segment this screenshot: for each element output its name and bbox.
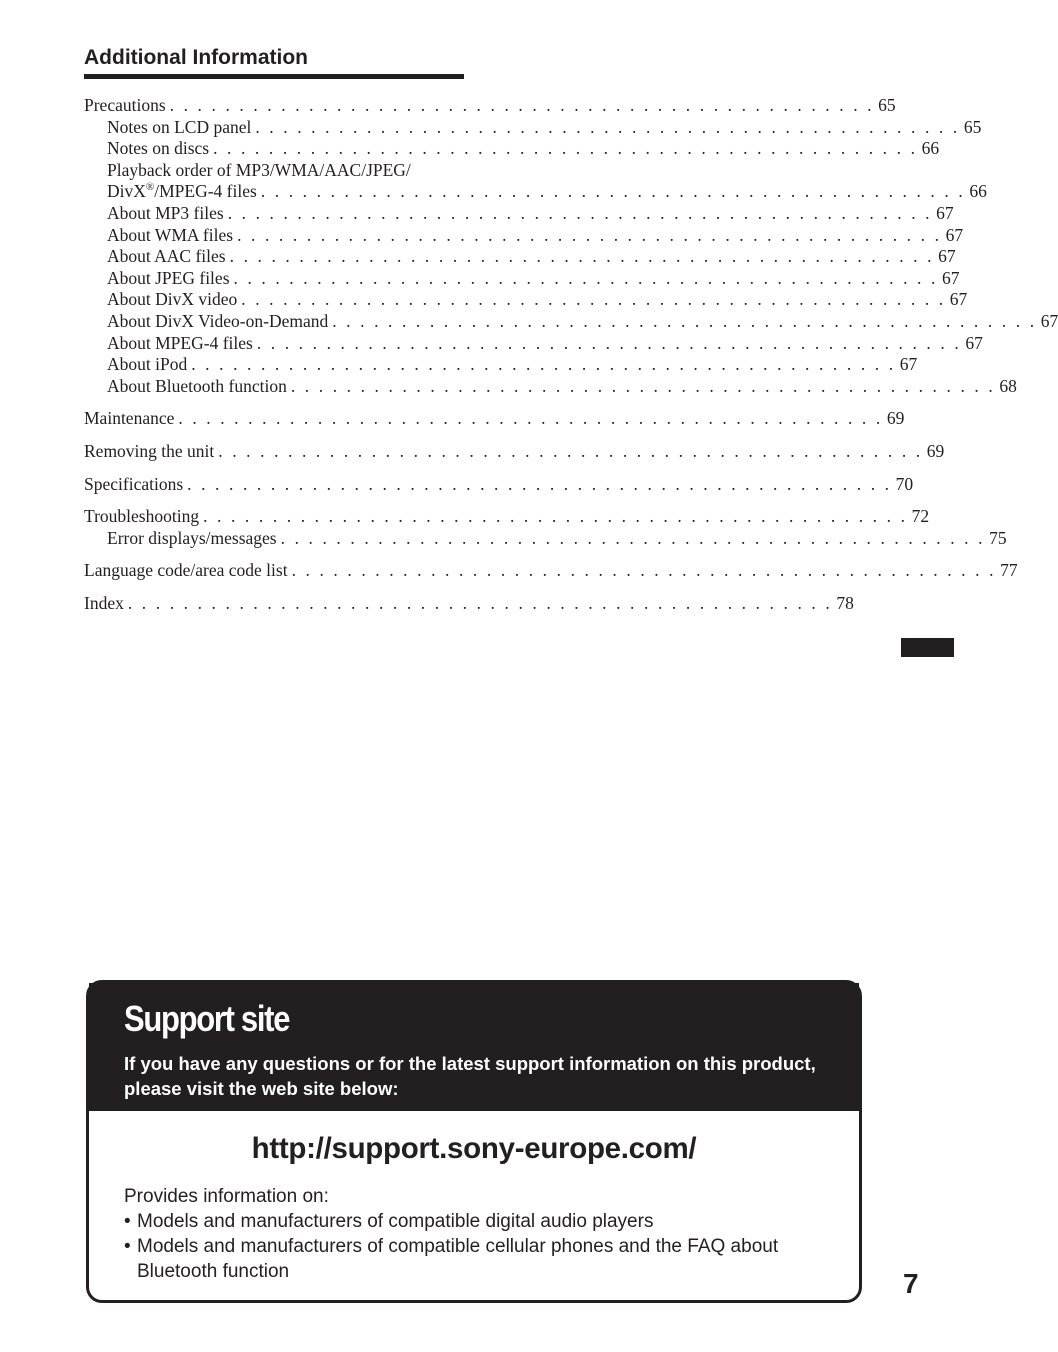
- toc-page-number: 65: [878, 95, 896, 115]
- dot-leader: . . . . . . . . . . . . . . . . . . . . . . . . . . . . . . . . . . . . . . . . . . . . . . . . . . .: [191, 354, 896, 375]
- toc-page-number: 67: [941, 267, 960, 288]
- toc-entry-label: [84, 408, 174, 430]
- toc-page-number: 67: [938, 246, 956, 267]
- toc-entry-label-text: About DivX video: [107, 289, 238, 310]
- toc-entry[interactable]: [84, 246, 956, 268]
- toc-entry-label-text: Maintenance: [84, 408, 175, 429]
- toc-entry-label-text: Specifications: [84, 473, 184, 494]
- toc-page-number: 67: [936, 202, 954, 223]
- toc-entry-label-text: About AAC files: [107, 246, 226, 267]
- toc-entry-label-text: Index: [84, 592, 124, 613]
- toc-entry[interactable]: [84, 181, 987, 203]
- toc-entry-label: [107, 138, 209, 160]
- dot-leader: . . . . . . . . . . . . . . . . . . . . . . . . . . . . . . . . . . . . . . . . . . . . . . . . . . .: [218, 440, 923, 461]
- toc-page-number: 72: [911, 506, 930, 527]
- toc-entry-label: [107, 333, 253, 355]
- toc-entry-label-text: Troubleshooting: [84, 506, 200, 527]
- toc-entry-label: [84, 95, 166, 117]
- toc-page-number: 66: [921, 138, 940, 159]
- toc-page-number: 70: [895, 473, 914, 494]
- dot-leader: . . . . . . . . . . . . . . . . . . . . . . . . . . . . . . . . . . . . . . . . . . . . . . . . . . .: [280, 527, 986, 548]
- toc-page-number: 66: [969, 181, 987, 202]
- dot-leader: . . . . . . . . . . . . . . . . . . . . . . . . . . . . . . . . . . . . . . . . . . . . . . . . . . .: [229, 246, 935, 267]
- toc-entry[interactable]: [84, 560, 1018, 582]
- dot-leader: . . . . . . . . . . . . . . . . . . . . . . . . . . . . . . . . . . . . . . . . . . . . . . . . . . .: [332, 310, 1037, 331]
- support-body: [89, 1184, 859, 1284]
- toc-entry[interactable]: [84, 408, 905, 430]
- dot-leader: . . . . . . . . . . . . . . . . . . . . . . . . . . . . . . . . . . . . . . . . . . . . . . . . . . .: [169, 95, 875, 115]
- toc-entry[interactable]: [84, 267, 960, 290]
- toc-entry-label-text: DivX: [107, 181, 146, 202]
- support-intro: If you have any questions or for the latest support information on this product, please visit the web site below:: [124, 1053, 816, 1099]
- toc-entry-label: [107, 203, 224, 225]
- toc-entry-label: [107, 225, 233, 247]
- bullet-item: [124, 1209, 859, 1234]
- dot-leader: . . . . . . . . . . . . . . . . . . . . . . . . . . . . . . . . . . . . . . . . . . . . . . . . . . .: [255, 116, 960, 137]
- toc-entry-label-text: Removing the unit: [84, 440, 215, 461]
- toc-entry[interactable]: [84, 592, 854, 615]
- toc-entry-label-text: Notes on LCD panel: [107, 116, 252, 137]
- toc-page-number: 65: [963, 116, 982, 137]
- toc-page-number: 75: [989, 527, 1007, 548]
- bullet-text: Models and manufacturers of compatible cellular phones and the FAQ about Bluetooth function: [137, 1236, 779, 1282]
- dot-leader: . . . . . . . . . . . . . . . . . . . . . . . . . . . . . . . . . . . . . . . . . . . . . . . . . . .: [256, 332, 962, 353]
- toc-entry[interactable]: [84, 375, 1017, 398]
- toc-entry-label: [107, 354, 187, 376]
- toc-entry-label: [107, 311, 328, 333]
- toc-list: [84, 95, 1058, 614]
- bullet-item: [124, 1234, 859, 1284]
- toc-entry[interactable]: [84, 116, 982, 139]
- toc-page-number: 68: [999, 375, 1017, 396]
- toc-page-number: 77: [1000, 560, 1018, 581]
- toc-entry-label-text: About Bluetooth function: [107, 375, 287, 396]
- toc-entry-text: Playback order of MP3/WMA/AAC/JPEG/: [107, 159, 411, 180]
- toc-entry-label-text: About JPEG files: [107, 267, 230, 288]
- dot-leader: . . . . . . . . . . . . . . . . . . . . . . . . . . . . . . . . . . . . . . . . . . . . . . . . . . .: [203, 506, 908, 527]
- dot-leader: . . . . . . . . . . . . . . . . . . . . . . . . . . . . . . . . . . . . . . . . . . . . . . . . . . .: [290, 375, 996, 396]
- toc-page-number: 78: [836, 592, 854, 613]
- toc-entry-label-text: About MP3 files: [107, 202, 224, 223]
- toc-entry-label: [107, 268, 230, 290]
- toc-group: [84, 95, 1058, 397]
- dot-leader: . . . . . . . . . . . . . . . . . . . . . . . . . . . . . . . . . . . . . . . . . . . . . . . . . . .: [213, 138, 918, 159]
- dot-leader: . . . . . . . . . . . . . . . . . . . . . . . . . . . . . . . . . . . . . . . . . . . . . . . . . . .: [260, 181, 966, 202]
- toc-entry-label: [107, 246, 226, 268]
- toc-entry[interactable]: [84, 310, 1058, 333]
- page-number: 7: [903, 1268, 919, 1299]
- toc-entry-label-text: Precautions: [84, 95, 166, 115]
- toc-entry-label-text: About iPod: [107, 354, 188, 375]
- toc-group: [84, 473, 914, 496]
- toc-entry[interactable]: [84, 354, 918, 376]
- toc-page-number: 67: [899, 354, 918, 375]
- toc-entry-label: [107, 181, 257, 203]
- registered-mark: ®: [145, 181, 155, 194]
- toc-entry[interactable]: [84, 440, 945, 463]
- toc-entry-label: [107, 117, 251, 139]
- dot-leader: . . . . . . . . . . . . . . . . . . . . . . . . . . . . . . . . . . . . . . . . . . . . . . . . . . .: [291, 560, 997, 581]
- dot-leader: . . . . . . . . . . . . . . . . . . . . . . . . . . . . . . . . . . . . . . . . . . . . . . . . . . .: [187, 473, 892, 494]
- toc-entry-label-text: Language code/area code list: [84, 560, 288, 581]
- toc-entry-label: [107, 289, 237, 311]
- dot-leader: . . . . . . . . . . . . . . . . . . . . . . . . . . . . . . . . . . . . . . . . . . . . . . . . . . .: [233, 267, 938, 288]
- toc-entry-label: [107, 376, 287, 398]
- toc-entry[interactable]: [84, 506, 930, 528]
- toc-entry-label-text: About WMA files: [107, 224, 234, 245]
- toc-entry-label-text: About DivX Video-on-Demand: [107, 310, 329, 331]
- toc-page-number: 67: [949, 289, 968, 310]
- toc-entry-label: [84, 474, 183, 496]
- bullet-mark: •: [124, 1211, 131, 1232]
- dot-leader: . . . . . . . . . . . . . . . . . . . . . . . . . . . . . . . . . . . . . . . . . . . . . . . . . . .: [241, 289, 946, 310]
- toc-page-number: 69: [886, 408, 905, 429]
- table-of-contents: [84, 44, 1058, 625]
- toc-entry-label-text: Notes on discs: [107, 138, 210, 159]
- section-heading: Additional Information: [84, 44, 464, 79]
- toc-page-number: 67: [965, 332, 983, 353]
- toc-entry[interactable]: [84, 95, 896, 117]
- toc-page-number: 69: [926, 440, 945, 461]
- toc-entry-label: [84, 506, 199, 528]
- toc-entry[interactable]: [84, 202, 954, 225]
- support-url-link[interactable]: http://support.sony-europe.com/: [251, 1132, 697, 1165]
- toc-entry[interactable]: [84, 224, 964, 247]
- toc-entry[interactable]: [84, 527, 1007, 550]
- toc-entry-label: [84, 441, 214, 463]
- dot-leader: . . . . . . . . . . . . . . . . . . . . . . . . . . . . . . . . . . . . . . . . . . . . . . . . . . .: [227, 202, 933, 223]
- dot-leader: . . . . . . . . . . . . . . . . . . . . . . . . . . . . . . . . . . . . . . . . . . . . . . . . . . .: [127, 592, 833, 613]
- toc-entry-label: [107, 528, 277, 550]
- toc-group: [84, 440, 945, 463]
- toc-entry-label-text: Error displays/messages: [107, 527, 277, 548]
- dot-leader: . . . . . . . . . . . . . . . . . . . . . . . . . . . . . . . . . . . . . . . . . . . . . . . . . . .: [237, 224, 942, 245]
- support-site-box: [86, 980, 862, 1303]
- toc-group: [84, 506, 1007, 549]
- bullet-text: Models and manufacturers of compatible digital audio players: [137, 1211, 654, 1232]
- toc-entry-label-text: About MPEG-4 files: [107, 332, 253, 353]
- toc-entry-label: [84, 560, 288, 582]
- toc-group: [84, 592, 854, 615]
- support-title: Support site: [124, 998, 290, 1039]
- toc-entry[interactable]: [84, 138, 940, 160]
- toc-entry[interactable]: [84, 473, 914, 496]
- toc-entry-label-text: /MPEG-4 files: [154, 181, 257, 202]
- toc-entry-label: [84, 593, 124, 615]
- toc-page-number: 67: [1040, 310, 1058, 331]
- dot-leader: . . . . . . . . . . . . . . . . . . . . . . . . . . . . . . . . . . . . . . . . . . . . . . . . . . .: [178, 408, 883, 429]
- section-edge-tab: [901, 638, 954, 657]
- toc-group: [84, 408, 905, 430]
- support-header: [89, 983, 859, 1111]
- provides-label: Provides information on:: [124, 1186, 329, 1207]
- toc-group: [84, 560, 1018, 582]
- bullet-mark: •: [124, 1236, 131, 1257]
- toc-entry[interactable]: [84, 332, 983, 355]
- toc-page-number: 67: [945, 224, 964, 245]
- toc-entry[interactable]: [84, 289, 968, 311]
